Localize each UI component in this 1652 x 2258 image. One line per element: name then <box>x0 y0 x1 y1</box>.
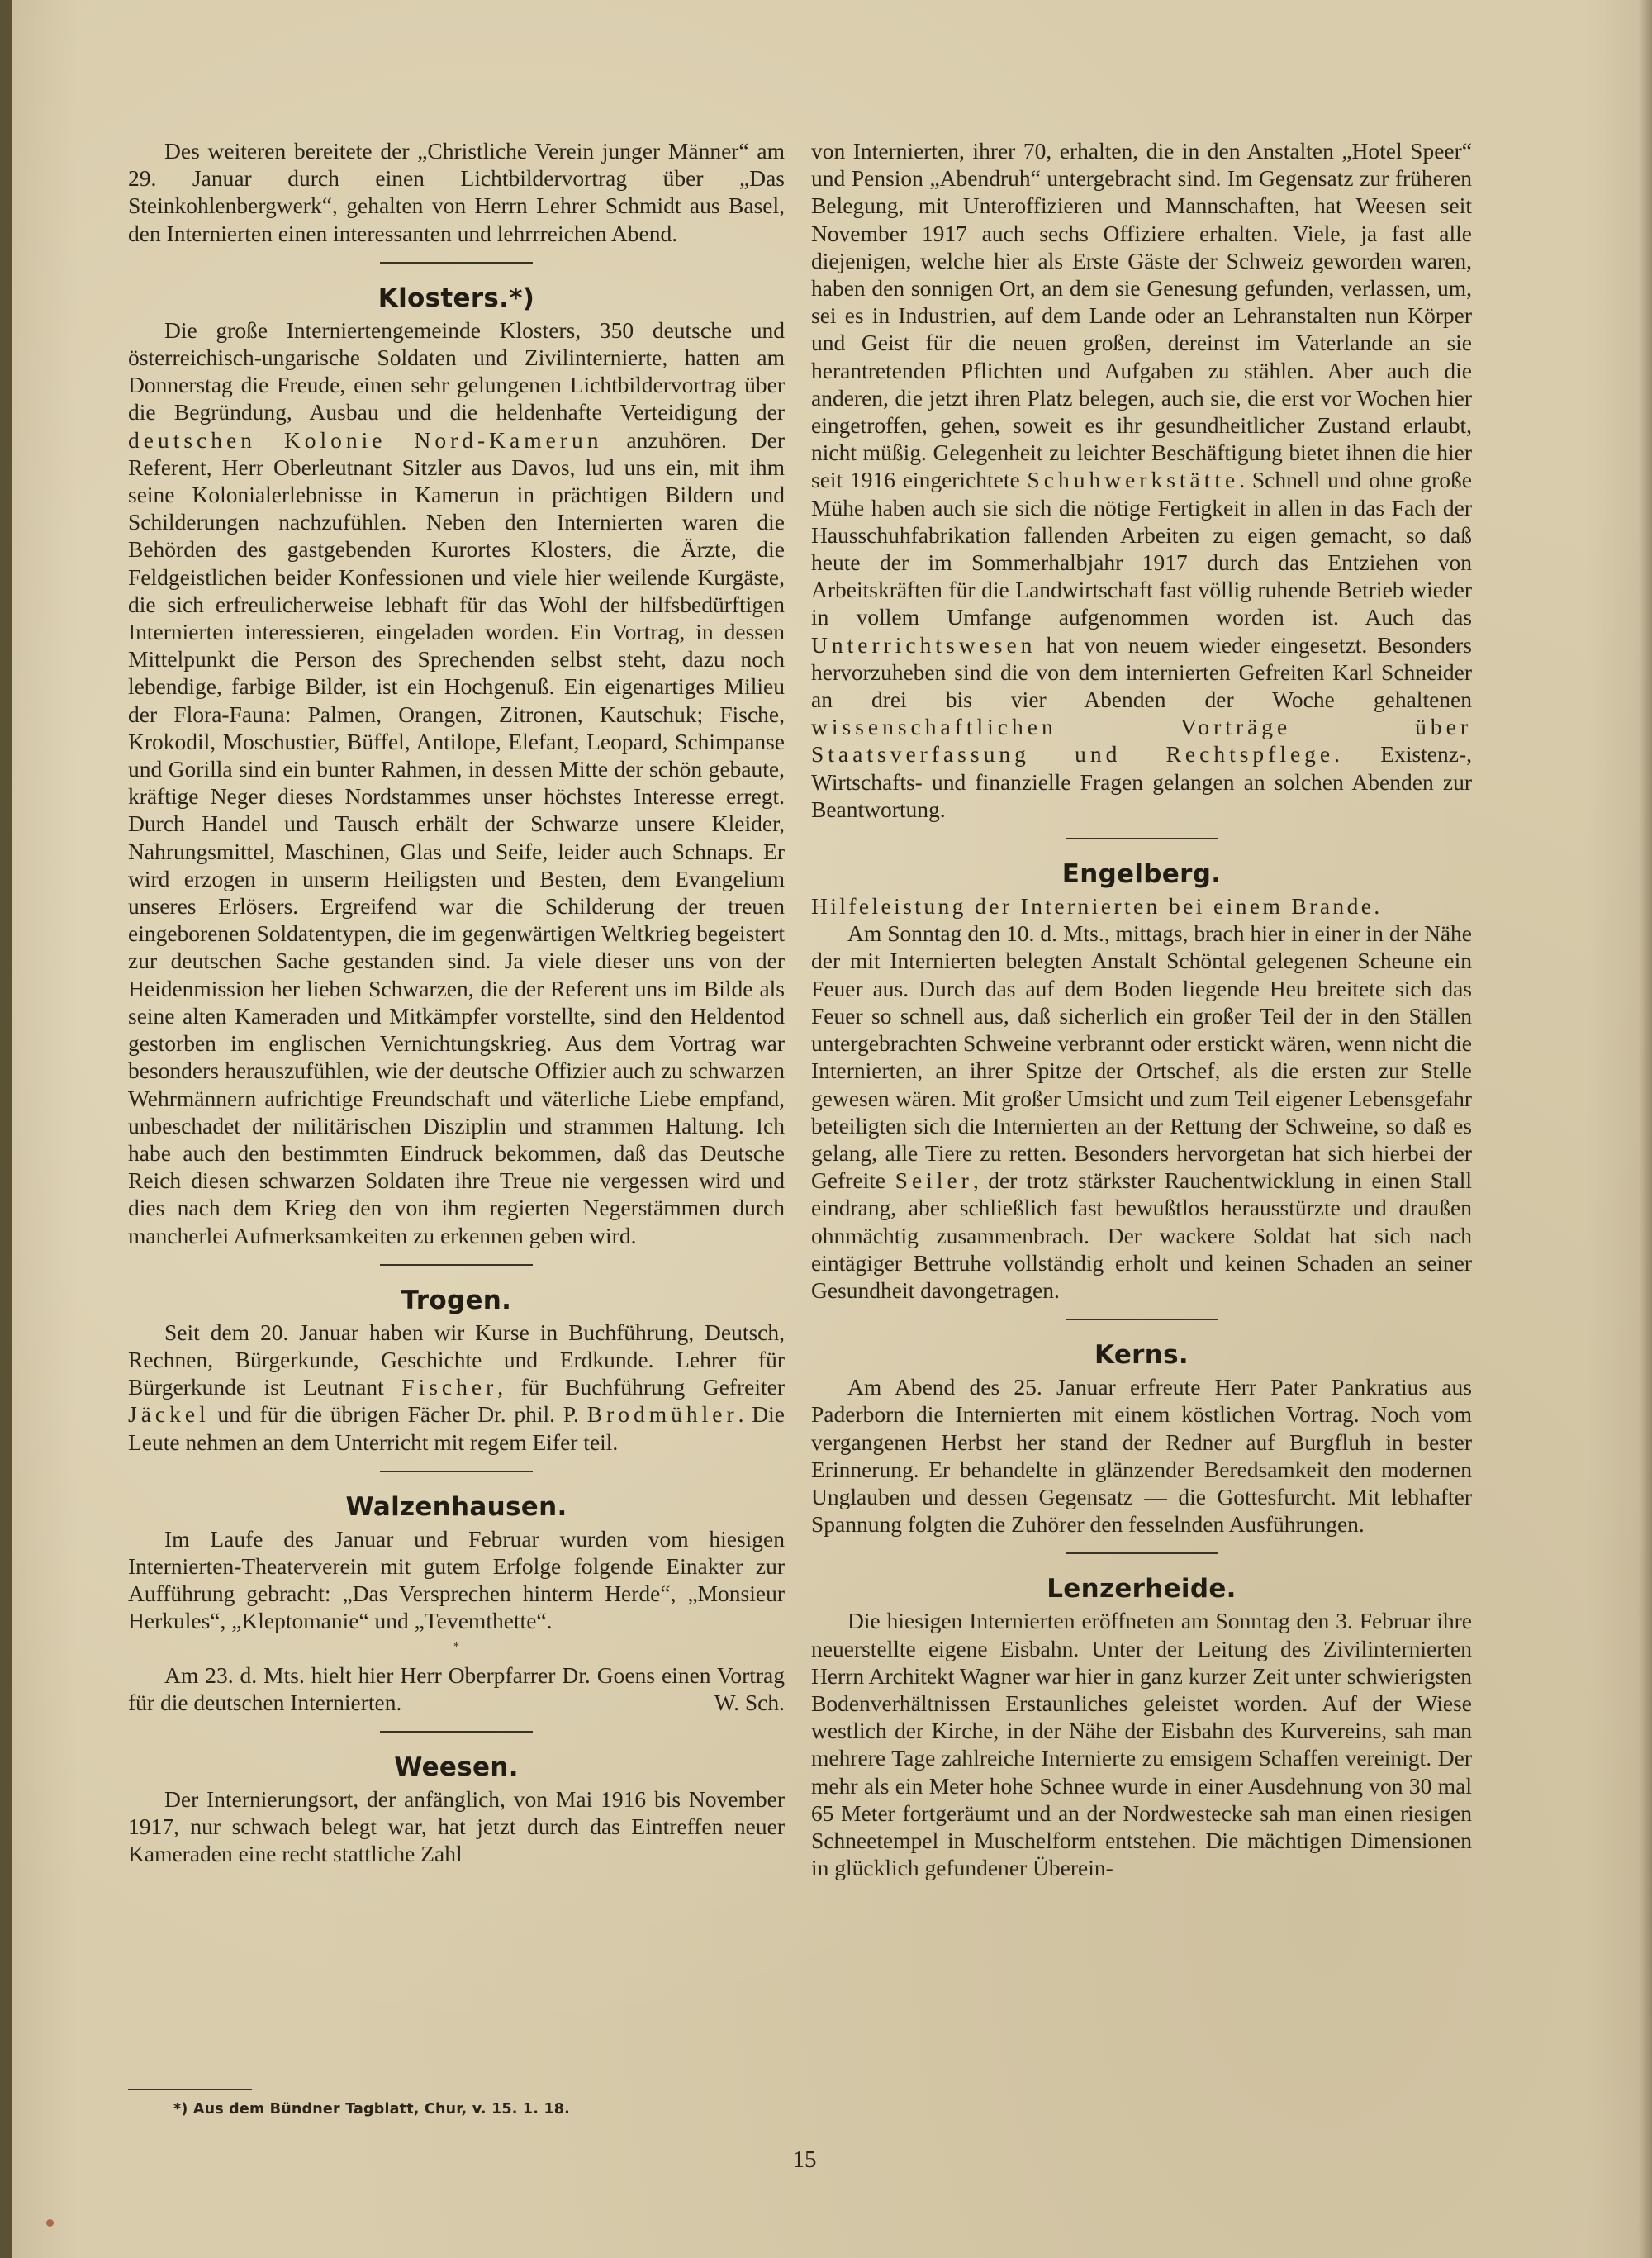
section-divider <box>1066 838 1218 839</box>
lenzerheide-paragraph: Die hiesigen Internierten eröffneten am Sonntag den 3. Februar ihre neuerstellte eigene Eisbahn. Unter der Leitung des Zivilinternierten Herrn Architekt Wagner war hier in ganz kurzer Zeit unter schwierigsten Bodenverhältnissen Erstaunliches geleistet worden. Auf der Wiese westlich der Kirche, in der Nähe der Eisbahn des Kurvereins, sah man mehrere Tage zahlreiche Internierte zu emsigem Schaffen vereinigt. Der mehr als ein Meter hohe Schnee wurde in einer Ausdehnung von 30 mal 65 Meter fortgeräumt und an der Nordwestecke sah man einen riesigen Schneetempel in Muschelform entstehen. Die mächtigen Dimensionen in glücklich gefundener Überein- <box>811 1608 1472 1881</box>
trogen-text-b: , für Buchführung Gefreiter <box>497 1374 786 1400</box>
weesen-cont-text-c: hat von neuem wieder eingesetzt. Besonders hervorzuheben sind die von dem internierten Gefreiten Karl Schneider an drei bis vier Abenden der Woche gehaltenen <box>811 631 1472 713</box>
heading-kerns: Kerns. <box>1094 1340 1189 1371</box>
right-column <box>811 137 1472 1881</box>
weesen-paragraph: Der Internierungsort, der anfänglich, von Mai 1916 bis November 1917, nur schwach belegt war, hat jetzt durch das Eintreffen neuer Kameraden eine recht stattliche Zahl <box>128 1785 785 1867</box>
weesen-cont-text-b: . Schnell und ohne große Mühe haben auch sie sich die nötige Fertigkeit in allen in das Fach der Hausschuhfabrikation fallenden Arbeiten zu eigen gemacht, so daß heute der im Sommerhalbjahr 1917 durch das Entziehen von Arbeitskräften für die Landwirtschaft fast völlig ruhende Betrieb wieder in vollem Umfange aufgenommen worden ist. Auch das <box>811 467 1472 630</box>
heading-trogen: Trogen. <box>401 1285 512 1315</box>
trogen-name-fischer: Fischer <box>401 1374 498 1400</box>
left-column <box>128 137 785 1868</box>
weesen-cont-text-a: von Internierten, ihrer 70, erhalten, die in den Anstalten „Hotel Speer“ und Pension „Abendruh“ untergebracht sind. Im Gegensatz zur früheren Belegung, mit Unteroffizieren und Mannschaften, hat Weesen seit November 1917 auch sechs Offiziere erhalten. Viele, ja fast alle diejenigen, welche hier als Erste Gäste der Schweiz geworden waren, haben den sonnigen Ort, an dem sie Genesung gefunden, verlassen, um, sei es in Industrien, auf dem Lande oder an Lehranstalten nun Körper und Geist für die neuen großen, dereinst im Vaterlande an sie herantretenden Pflichten und Aufgaben zu stählen. Aber auch die anderen, die jetzt ihren Platz belegen, auch sie, die erst vor Wochen hier eingetroffen, gehen, soweit es ihr gesundheitlicher Zustand erlaubt, nicht müßig. Gelegenheit zu leichter Beschäftigung bietet ihnen die hier seit 1916 eingerichtete <box>811 138 1472 493</box>
signature: W. Sch. <box>714 1689 785 1715</box>
trogen-text-a: Seit dem 20. Januar haben wir Kurse in Buchführung, Deutsch, Rechnen, Bürgerkunde, Geschichte und Erdkunde. Lehrer für Bürgerkunde ist Leutnant <box>128 1319 785 1400</box>
weesen-continuation <box>811 137 1472 823</box>
page-edge-shadow <box>1639 0 1652 2258</box>
heading-weesen: Weesen. <box>394 1752 519 1782</box>
trogen-name-jaeckel: Jäckel <box>128 1401 210 1428</box>
footnote: *) Aus dem Bündner Tagblatt, Chur, v. 15. 1. 18. <box>173 2101 571 2118</box>
footnote-rule <box>128 2089 252 2090</box>
trogen-text-c: und für die übrigen Fächer Dr. phil. P. <box>217 1401 579 1428</box>
heading-lenzerheide: Lenzerheide. <box>1047 1574 1237 1604</box>
trogen-paragraph <box>128 1319 785 1456</box>
section-divider <box>380 1471 533 1472</box>
walzenhausen-paragraph-2 <box>128 1661 785 1716</box>
section-divider <box>380 1264 533 1266</box>
heading-engelberg: Engelberg. <box>1061 859 1222 890</box>
walzenhausen-paragraph-1: Im Laufe des Januar und Februar wurden vom hiesigen Internierten-Theaterverein mit gutem Erfolge folgende Einakter zur Aufführung gebracht: „Das Versprechen hinterm Herde“, „Monsieur Herkules“, „Kleptomanie“ und „Tevemthette“. <box>128 1525 785 1634</box>
engelberg-name-seiler: Seiler <box>895 1167 973 1194</box>
newspaper-page <box>12 0 1652 2258</box>
klosters-text-a: Die große Interniertengemeinde Klosters, 350 deutsche und österreichisch-ungarische Soldaten und Zivilinternierte, hatten am Donnerstag die Freude, einen sehr gelungenen Lichtbildervortrag über die Begründung, Ausbau und die heldenhafte Verteidigung der <box>128 316 785 425</box>
section-divider <box>380 1731 533 1733</box>
trogen-name-brodmuehler: Brodmühler <box>586 1401 738 1428</box>
section-divider <box>380 262 533 264</box>
klosters-paragraph <box>128 316 785 1249</box>
spaced-unterrichtswesen: Unterrichtswesen <box>811 631 1037 658</box>
asterisk-separator: * <box>453 1640 459 1653</box>
engelberg-paragraph <box>811 920 1472 1304</box>
spaced-schuhwerkstaette: Schuhwerkstätte <box>1027 467 1240 493</box>
page-number: 15 <box>792 2146 817 2173</box>
walzenhausen-text: Am 23. d. Mts. hielt hier Herr Oberpfarrer Dr. Goens einen Vortrag für die deutschen Internierten. <box>128 1661 785 1715</box>
engelberg-text-a: Am Sonntag den 10. d. Mts., mittags, brach hier in einer in der Nähe der mit Internierten belegten Anstalt Schöntal gelegenen Scheune ein Feuer aus. Durch das auf dem Boden liegende Heu breitete sich das Feuer so schnell aus, daß sicherlich ein großer Teil der in den Ställen untergebrachten Schweine verbrannt oder erstickt wären, wenn nicht die Internierten, an ihrer Spitze der Ortschef, als die ersten zur Stelle gewesen wären. Mit großer Umsicht und zum Teil eigener Lebensgefahr beteiligten sich die Internierten an der Rettung der Schweine, so daß es gelang, alle Tiere zu retten. Besonders hervorgetan hat sich hierbei der Gefreite <box>811 920 1472 1194</box>
klosters-text-b: anzuhören. Der Referent, Herr Oberleutnant Sitzler aus Davos, lud uns ein, mit ihm seine Kolonialerlebnisse in Kamerun in prächtigen Bildern und Schilderungen nachzufühlen. Neben den Internierten waren die Behörden des gastgebenden Kurortes Klosters, die Ärzte, die Feldgeistlichen beider Konfessionen und viele hier weilende Kurgäste, die sich erfreulicherweise lebhaft für das Wohl der hilfsbedürftigen Internierten interessieren, eingeladen worden. Ein Vortrag, in dessen Mittelpunkt die Person des Sprechenden selbst steht, dazu noch lebendige, farbige Bilder, ist ein Hochgenuß. Ein eigenartiges Milieu der Flora-Fauna: Palmen, Orangen, Zitronen, Kautschuk; Fische, Krokodil, Moschustier, Büffel, Antilope, Elefant, Leopard, Schimpanse und Gorilla sind ein bunter Rahmen, in dessen Mitte der schön gebaute, kräftige Neger dieses Nordstammes unser höchstes Interesse erregt. Durch Handel und Tausch erhält der Schwarze unsere Kleider, Nahrungsmittel, Maschinen, Glas und Seife, leider auch Schnaps. Er wird erzogen in unserm Heiligsten und Besten, dem Evangelium unseres Erlösers. Ergreifend war die Schilderung der treuen eingeborenen Soldatentypen, die im gegenwärtigen Weltkrieg begeistert zur deutschen Sache gestanden sind. Ja viele dieser uns von der Heidenmission her lieben Schwarzen, die der Referent uns im Bilde als seine alten Kameraden und Mitkämpfer vorstellte, sind den Heldentod gestorben im englischen Vernichtungskrieg. Aus dem Vortrag war besonders herauszufühlen, wie der deutsche Offizier auch zu schwarzen Wehrmännern aufrichtige Freundschaft und väterliche Liebe empfand, unbeschadet der militärischen Disziplin und strammen Haltung. Ich habe auch den bestimmten Eindruck bekommen, daß das Deutsche Reich diesen schwarzen Soldaten ihre Treue nie vergessen wird und dies nach dem Krieg den von ihm regierten Negerstämmen durch mancherlei Aufmerksamkeiten zu erkennen geben wird. <box>128 426 785 1248</box>
engelberg-text-b: , der trotz stärkster Rauchentwicklung in einen Stall eindrang, aber schließlich fast bewußtlos herausstürzte und draußen ohnmächtig zusammenbrach. Der wackere Soldat hat sich nach eintägiger Bettruhe vollständig erholt und keinen Schaden an seiner Gesundheit davongetragen. <box>811 1167 1473 1303</box>
spaced-vortraege: wissenschaftlichen Vorträge über Staatsverfassung und Rechtspflege <box>811 714 1472 768</box>
section-divider <box>1066 1552 1218 1554</box>
kerns-paragraph: Am Abend des 25. Januar erfreute Herr Pater Pankratius aus Paderborn die Internierten mit einem köstlichen Vortrag. Noch vom vergangenen Herbst her stand der Redner auf Burgfluh in bester Erinnerung. Er behandelte in glänzender Beredsamkeit den modernen Unglauben und dessen Gegensatz — die Gottesfurcht. Mit lebhafter Spannung folgten die Zuhörer den fesselnden Ausführungen. <box>811 1374 1472 1538</box>
heading-klosters: Klosters.*) <box>377 283 535 313</box>
weesen-cont-text-d: . Existenz-, Wirtschafts- und finanzielle Fragen gelangen an solchen Abenden zur Beantwortung. <box>811 741 1472 822</box>
heading-walzenhausen: Walzenhausen. <box>345 1491 567 1522</box>
klosters-spaced-text: deutschen Kolonie Nord-Kamerun <box>128 426 603 453</box>
ink-spot <box>46 2219 54 2227</box>
intro-paragraph: Des weiteren bereitete der „Christliche Verein junger Männer“ am 29. Januar durch einen Lichtbildervortrag über „Das Steinkohlenbergwerk“, gehalten von Herrn Lehrer Schmidt aus Basel, den Internierten einen interessanten und lehrrreichen Abend. <box>128 138 785 246</box>
trogen-text-d: . Die Leute nehmen an dem Unterricht mit regem Eifer teil. <box>128 1401 786 1455</box>
engelberg-subtitle: Hilfeleistung der Internierten bei einem Brande. <box>811 893 1383 920</box>
section-divider <box>1066 1319 1218 1320</box>
